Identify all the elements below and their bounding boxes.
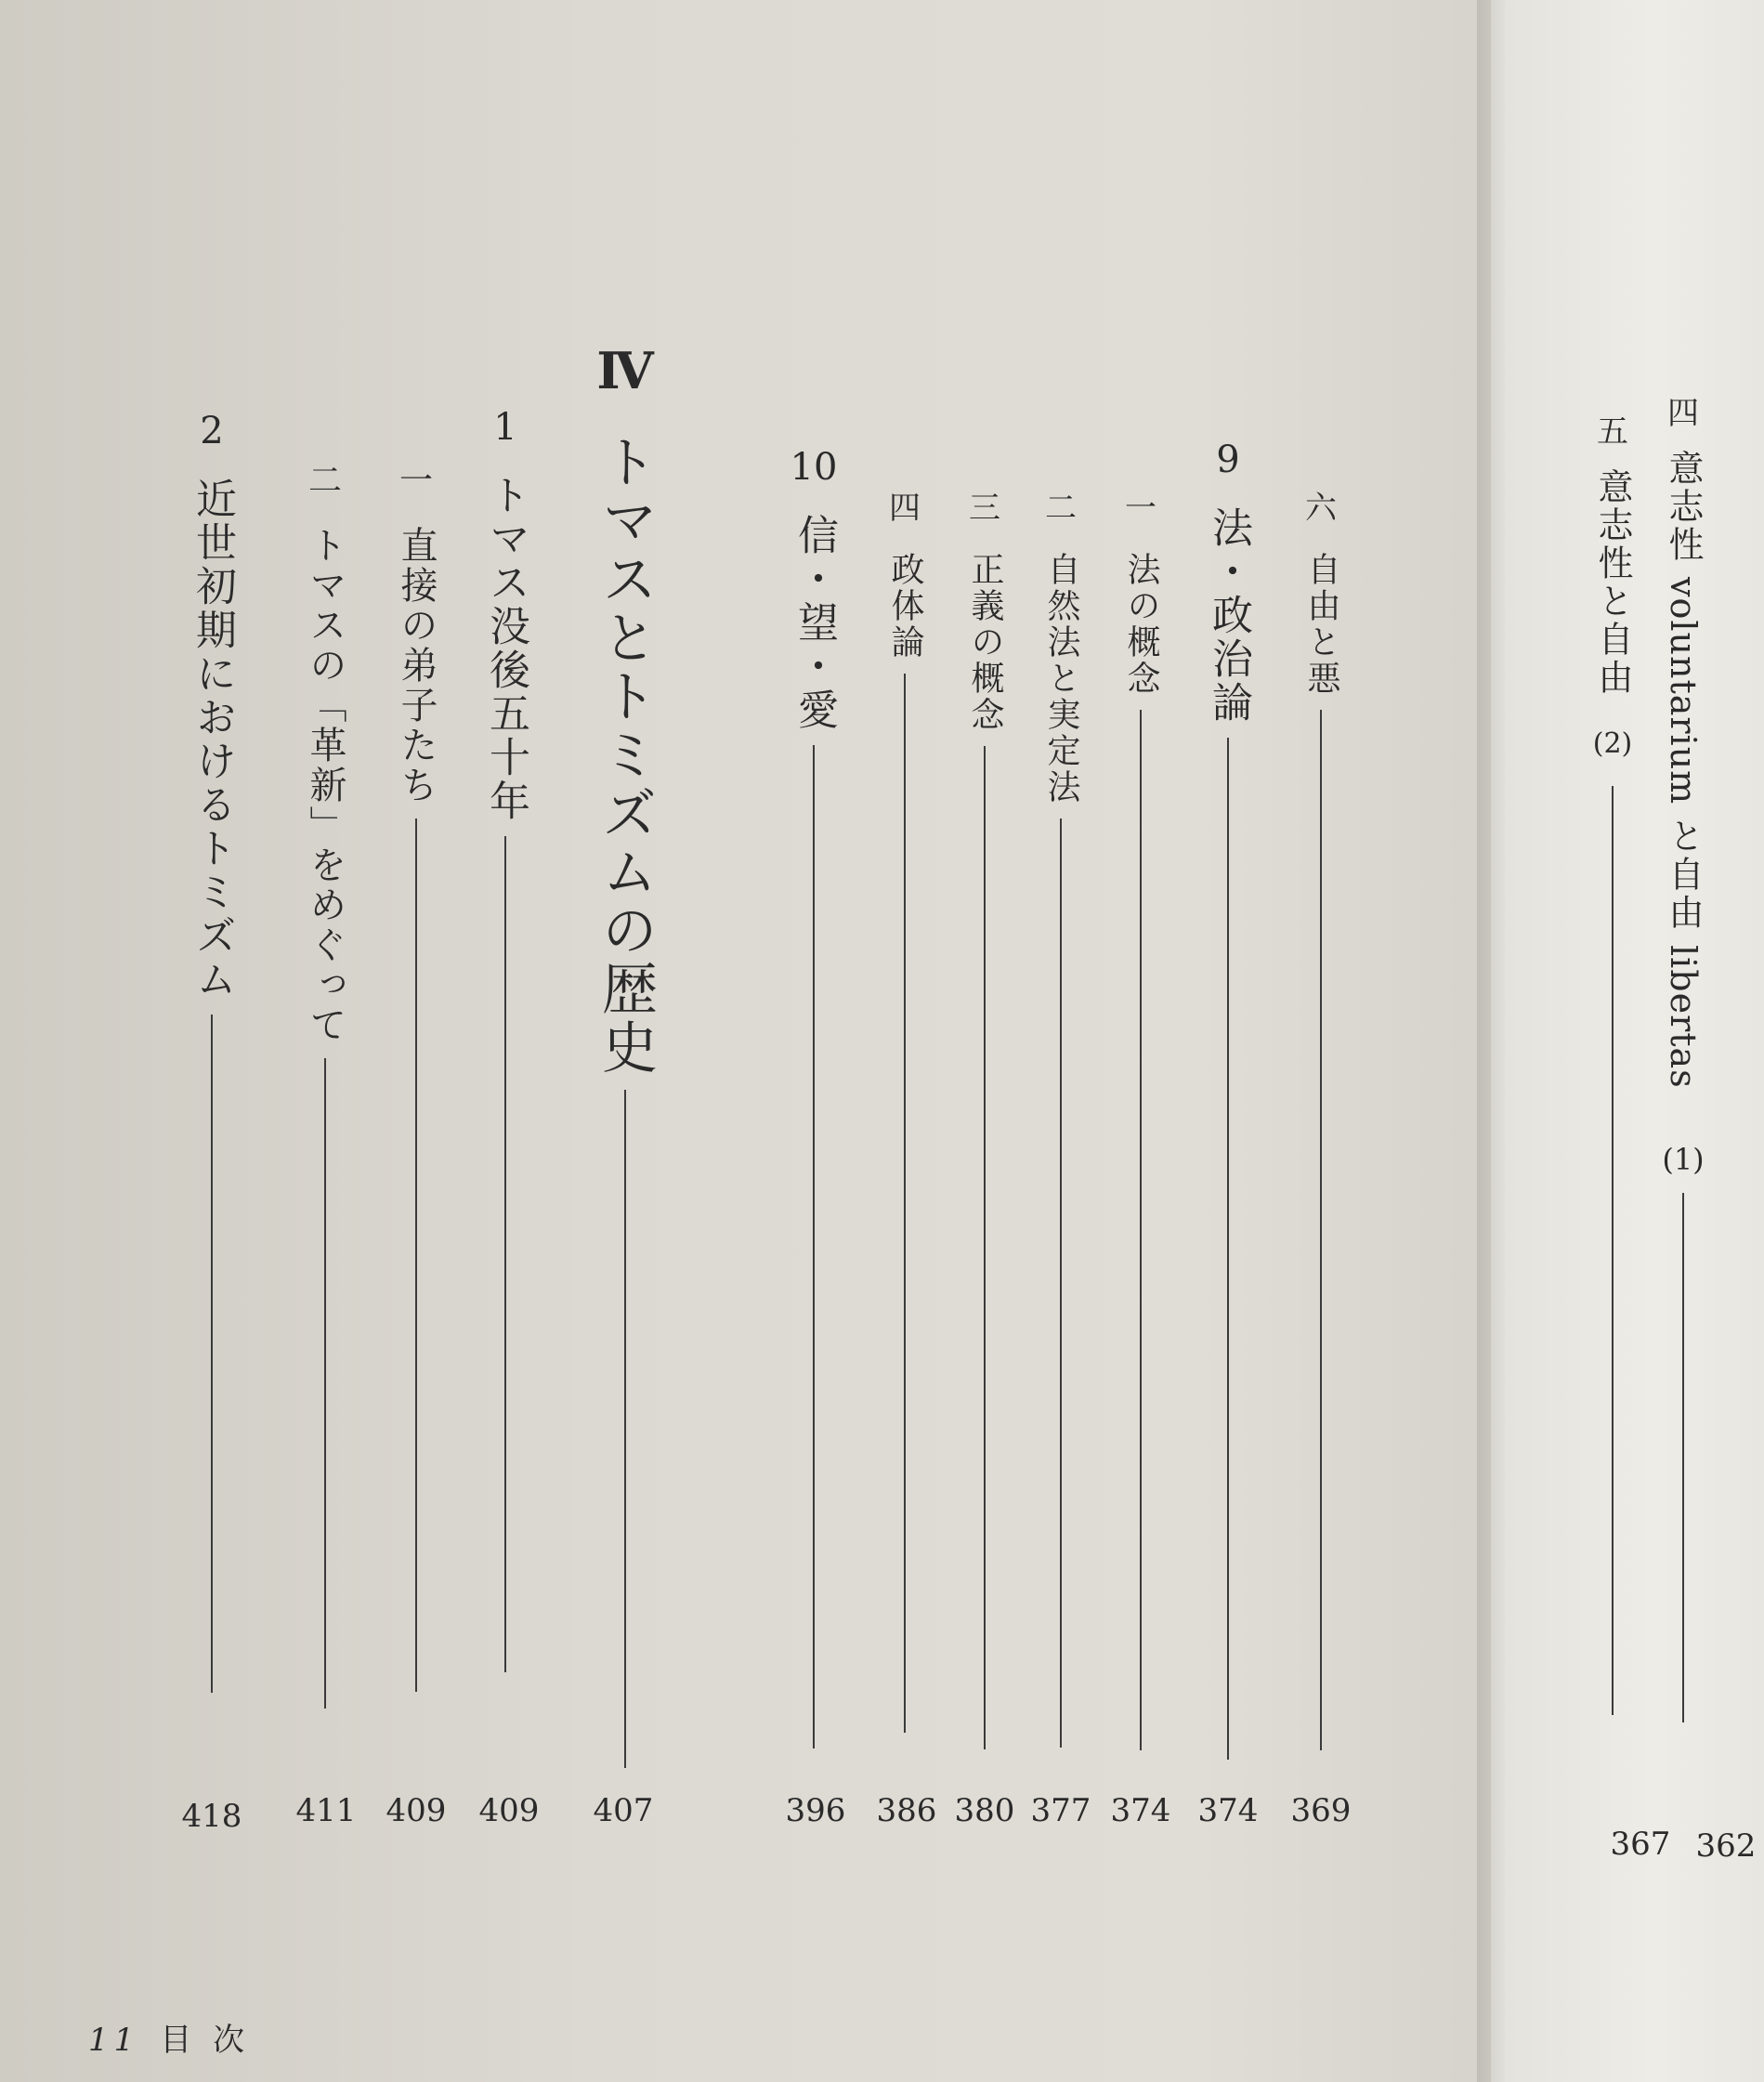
toc-chapter-1 — [477, 406, 533, 1672]
toc-entry-kakushin — [297, 462, 353, 1709]
entry-marker: 四 — [889, 490, 921, 527]
page-number: 409 — [385, 1792, 447, 1829]
chapter-title: トマス没後五十年 — [482, 474, 529, 823]
toc-entry-ho-no-gainen — [1113, 492, 1169, 1750]
entry-title: 自然法と実定法 — [1042, 552, 1080, 805]
leader-line — [904, 674, 906, 1733]
page-number: 409 — [478, 1792, 540, 1829]
entry-title: 直接の弟子たち — [395, 526, 438, 805]
leader-line — [504, 836, 506, 1672]
toc-entry-seitairon — [877, 492, 933, 1733]
toc-entry-seigi — [957, 492, 1013, 1749]
chapter-number: 1 — [493, 406, 517, 449]
page-number: 407 — [593, 1792, 654, 1829]
entry-marker: 五 — [1597, 413, 1628, 451]
page-number: 418 — [181, 1798, 242, 1835]
page-number: 377 — [1030, 1792, 1091, 1829]
entry-note: (1) — [1662, 1141, 1705, 1177]
leader-line — [211, 1015, 213, 1693]
toc-entry-deshitachi — [388, 462, 444, 1692]
entry-latin-voluntarium: voluntarium — [1663, 577, 1704, 805]
entry-title: トマスの「革新」をめぐって — [304, 526, 346, 1045]
footer-page-number: 11 — [88, 2022, 140, 2059]
toc-chapter-10 — [786, 446, 842, 1748]
page-number: 374 — [1197, 1792, 1259, 1829]
entry-title: 意志性 — [1663, 450, 1704, 564]
leader-line — [1612, 786, 1614, 1715]
toc-entry-shizenho — [1033, 492, 1089, 1748]
leader-line — [813, 745, 815, 1748]
entry-title: 正義の概念 — [966, 552, 1004, 733]
page-number: 374 — [1110, 1792, 1171, 1829]
page-number: 380 — [954, 1792, 1015, 1829]
page-number: 369 — [1290, 1792, 1352, 1829]
entry-title-mid: と自由 — [1663, 818, 1704, 933]
entry-note: (2) — [1592, 727, 1633, 760]
leader-line — [624, 1090, 626, 1768]
leader-line — [1227, 738, 1229, 1760]
chapter-number: 10 — [790, 446, 838, 489]
toc-part-4 — [593, 341, 658, 1768]
page-number: 367 — [1610, 1826, 1671, 1863]
entry-latin-libertas: libertas — [1663, 945, 1704, 1089]
page-number: 411 — [295, 1792, 357, 1829]
page-number: 386 — [876, 1792, 937, 1829]
toc-chapter-2 — [184, 412, 240, 1693]
book-gutter — [1477, 0, 1505, 2082]
entry-title: 意志性と自由 — [1592, 468, 1633, 697]
chapter-number: 9 — [1216, 439, 1240, 481]
leader-line — [324, 1058, 326, 1709]
leader-line — [1320, 710, 1322, 1750]
chapter-title: 信・望・愛 — [791, 514, 838, 732]
leader-line — [1140, 710, 1142, 1750]
entry-title: 法の概念 — [1122, 552, 1160, 697]
toc-entry-ishisei-voluntarium — [1655, 395, 1711, 1722]
entry-marker: 二 — [307, 462, 342, 500]
entry-marker: 一 — [1125, 490, 1156, 527]
entry-marker: 六 — [1305, 490, 1337, 527]
entry-title: 政体論 — [886, 552, 924, 661]
entry-marker: 一 — [399, 462, 433, 500]
entry-title: 自由と悪 — [1302, 552, 1340, 697]
chapter-number: 2 — [200, 410, 224, 452]
toc-entry-ishisei-to-jiyu — [1585, 413, 1640, 1715]
part-number: Ⅳ — [596, 341, 654, 400]
entry-marker: 四 — [1667, 395, 1699, 432]
entry-marker: 三 — [969, 490, 1000, 527]
leader-line — [1060, 818, 1062, 1748]
leader-line — [984, 746, 986, 1749]
footer-label: 目 次 — [160, 2022, 251, 2059]
page-number: 362 — [1695, 1827, 1757, 1865]
leader-line — [415, 818, 417, 1692]
entry-marker: 二 — [1045, 490, 1077, 527]
toc-entry-jiyu-to-aku — [1293, 492, 1349, 1750]
chapter-title: 近世初期におけるトミズム — [189, 478, 236, 1002]
toc-chapter-9 — [1200, 441, 1256, 1760]
page-footer — [88, 2014, 250, 2060]
leader-line — [1682, 1193, 1684, 1722]
page-number: 396 — [785, 1792, 846, 1829]
chapter-title: 法・政治論 — [1205, 506, 1252, 725]
part-title: トマスとトミズムの歴史 — [593, 433, 658, 1077]
